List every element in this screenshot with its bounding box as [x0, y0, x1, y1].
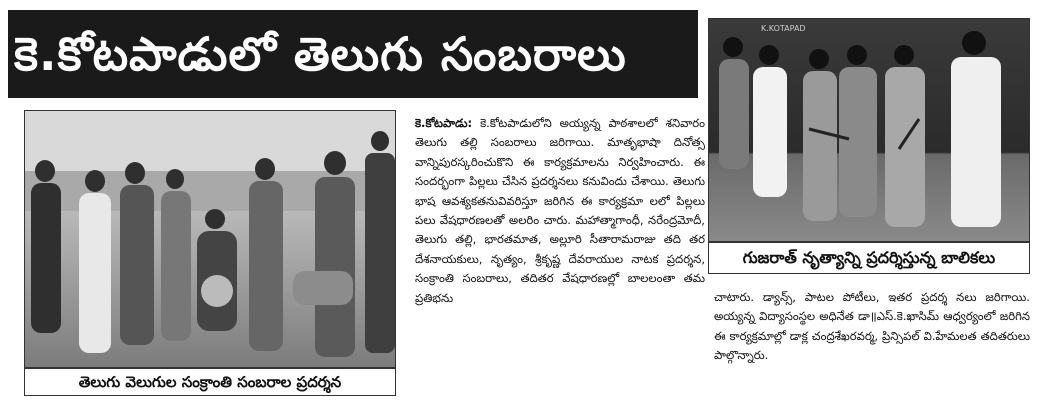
photo2-watermark: K.KOTAPAD — [761, 24, 806, 33]
headline: కె.కోటపాడులో తెలుగు సంబరాలు — [14, 27, 627, 81]
photo-sankranti-celebration — [24, 110, 396, 368]
photo2-caption: గుజరాత్ నృత్యాన్ని ప్రదర్శిస్తున్న బాలికలు — [708, 242, 1030, 274]
article-body-part1: కె.కోటపాడులోని అయ్యన్న పాఠశాలలో శనివారం తెలుగు తల్లి సంబరాలు జరిగాయి. మాతృభాషా దినోత్స వాన్నిపురస్కరించుకొని ఈ కార్యక్రమాలను నిర్వహించారు. ఈ సందర్భంగా పిల్లలు చేసిన ప్రదర్శనలు కనువిందు చేశాయి. తెలుగు భాష ఆవశ్యకతనువివరిస్తూ జరిగిన ఈ కార్యక్రమా లలో పిల్లలు పలు వేషధారణలతో అలరిం చారు. మహాత్మాగాంధీ, నరేంద్రమోదీ, తెలుగు తల్లి, భారతమాత, అల్లూరి సీతారామరాజు తది తర దేశనాయకులు, నృత్యం, శ్రీకృష్ణ దేవరాయుల నాటక ప్రదర్శన, సంక్రాంతి సంబరాలు, తదితర వేషధారణల్లో బాలలంతా తమ ప్రతిభను — [415, 116, 706, 305]
photo-gujarati-dance — [708, 18, 1030, 242]
photo1-caption: తెలుగు వెలుగుల సంక్రాంతి సంబరాల ప్రదర్శన — [24, 368, 396, 396]
photo-dance-illustration — [709, 19, 1029, 241]
article-column-1 — [415, 114, 705, 308]
photo-sankranti-illustration — [25, 111, 395, 367]
article-column-2: చాటారు. డ్యాన్స్, పాటల పోటీలు, ఇతర ప్రదర్శ నలు జరిగాయి. అయ్యన్న విద్యాసంస్థల అధినేత డా॥ఎస్.కె.ఖాసిమ్ ఆధ్వర్యంలో జరిగిన ఈ కార్యక్రమాల్లో డాక్ల చంద్రశేఖరవర్మ, ప్రిన్సిపల్ వి.హేమలత తదితరులు పాల్గొన్నారు. — [714, 290, 1030, 363]
article-dateline: కె.కోటపాడు: — [415, 116, 473, 130]
